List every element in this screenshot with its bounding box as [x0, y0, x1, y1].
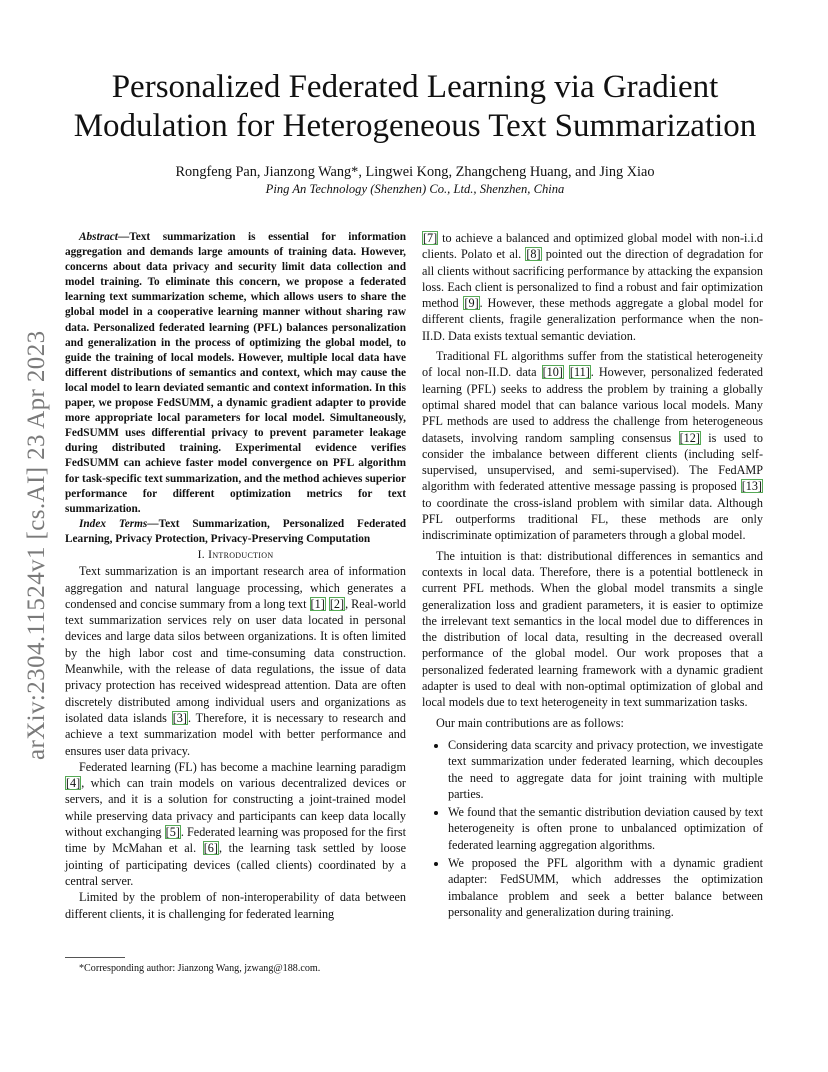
intro-paragraph-3: Limited by the problem of non-interoperability of data between different clients, it is challenging for federated learning: [65, 890, 406, 921]
text-run: Federated learning (FL) has become a machine learning paradigm: [79, 759, 406, 774]
citation-link[interactable]: [3]: [172, 710, 187, 725]
text-run: . However, personalized federated learning (PFL) seeks to address the problem by training a globally optimal shared model that can balance various local models. Many PFL methods are used to address the challenge from heterogeneous datasets, involving random sampling consensus: [422, 365, 764, 445]
text-run: is used to consider the imbalance between different clients (including self-supervised, unsupervised, and semi-supervised). The FedAMP algorithm with federated attentive message passing is proposed: [422, 430, 763, 494]
contribution-item: • We found that the semantic distribution deviation caused by text heterogeneity is often prone to unbalanced optimization of federated learning aggregation algorithms.: [448, 804, 763, 853]
intro-paragraph-5: [422, 348, 763, 544]
left-column: [65, 230, 406, 922]
citation-link[interactable]: [10]: [542, 365, 563, 380]
affiliation: Ping An Technology (Shenzhen) Co., Ltd., Shenzhen, China: [265, 182, 565, 196]
text-run: . Federated learning was proposed for the first time by McMahan et al.: [65, 825, 406, 856]
text-run: . Therefore, it is necessary to research and achieve a text summarization model with better performance and ensures user data privacy.: [65, 710, 406, 758]
text-run: . However, these methods aggregate a global model for different clients, fragile generalization performance when the non-II.D. Data exists textual semantic deviation.: [422, 296, 763, 343]
citation-link[interactable]: [9]: [464, 296, 479, 311]
abstract-text: —Text summarization is essential for information aggregation and demands large amounts of training data. However, concerns about data privacy and security limit data collection and model training. To eliminate this concern, we propose a federated learning text summarization scheme, which allows users to share the global model in a cooperative learning manner without sharing raw data. Personalized federated learning (PFL) balances personalization and generalization in the process of optimizing the global model, to guide the training of local models. However, multiple local data have different distributions of semantics and context, which may cause the local model to learn deviated semantic and context information. In this paper, we propose FedSUMM, a dynamic gradient adapter to provide more appropriate local parameters for local model. Simultaneously, FedSUMM uses differential privacy to prevent parameter leakage during distributed training. Experimental evidence verifies FedSUMM can achieve faster model convergence on PFL algorithm for task-specific text summarization, and the method achieves superior performance for different optimization metrics for text summarization.: [65, 231, 406, 515]
text-run: to coordinate the cross-island problem with similar data. Although PFL outperforms traditional FL, these methods are only indiscriminate optimization of parameters through a global model.: [422, 495, 763, 543]
text-run: Traditional FL algorithms suffer from the statistical heterogeneity of local non-II.D. data: [422, 349, 763, 380]
citation-link[interactable]: [5]: [165, 825, 180, 840]
citation-link[interactable]: [4]: [66, 776, 81, 791]
arxiv-identifier: arXiv:2304.11524v1 [cs.AI] 23 Apr 2023: [23, 330, 50, 760]
abstract-label: Abstract: [79, 231, 118, 243]
text-run: , Real-world text summarization services rely on user data located in personal devices and large data silos between organizations. It is often limited by the high labor cost and time-consuming data construction. Meanwhile, with the release of data regulations, the issue of data privacy protection has received widespread attention. Data are often discretely distributed among individual users and organizations as isolated data islands: [65, 596, 407, 725]
citation-link[interactable]: [11]: [569, 365, 590, 380]
text-run: Text summarization is an important research area of information aggregation and natural language processing, which generates a condensed and concise summary from a long text: [65, 564, 406, 611]
intro-paragraph-6: The intuition is that: distributional differences in semantics and contexts in local data. Therefore, there is a potential bottleneck in current PFL methods. When the global model transmits a single generalization loss and gradient parameters, it is easier to optimize the irrelevant text semantics in the local model due to differences in the distribution of local data, resulting in the decreased overall performance of the global model. Our work proposes that a personalized federated learning framework with a dynamic gradient adapter is used to deal with non-optimal optimization of global and local models due to text heterogeneity in text summarization tasks.: [422, 548, 763, 710]
arxiv-sidebar: [22, 280, 52, 780]
text-run: , which can train models on various decentralized devices or servers, and it is a solution for constructing a joint-trained model while preserving data privacy and participants can keep data locally without exchanging: [65, 776, 406, 840]
citation-link[interactable]: [2]: [329, 596, 345, 611]
section-number: I.: [197, 547, 209, 561]
text-run: , the learning task settled by loose jointing of participating devices (called clients) coordinated by a central server.: [65, 841, 406, 888]
author-list: Rongfeng Pan, Jianzong Wang*, Lingwei Kong, Zhangcheng Huang, and Jing Xiao: [175, 164, 655, 180]
index-terms-text: —Text Summarization, Personalized Federated Learning, Privacy Protection, Privacy-Preserving Computation: [65, 517, 406, 545]
intro-paragraph-2: [65, 759, 406, 889]
index-terms-label: Index Terms: [79, 517, 148, 530]
citation-link[interactable]: [12]: [679, 430, 700, 445]
corresponding-author-footnote: *Corresponding author: Jianzong Wang, jzwang@188.com.: [79, 963, 321, 974]
section-heading: [65, 547, 406, 563]
contribution-item: • We proposed the PFL algorithm with a dynamic gradient adapter: FedSUMM, which addresses the optimization imbalance problem and seek a better balance between personality and generalization during training.: [448, 855, 763, 920]
citation-link[interactable]: [1]: [310, 596, 325, 611]
citation-link[interactable]: [7]: [423, 231, 438, 245]
contributions-list: [422, 737, 763, 920]
contributions-intro: Our main contributions are as follows:: [436, 715, 624, 730]
index-terms: [65, 517, 406, 547]
right-column: [422, 230, 763, 922]
citation-link[interactable]: [6]: [203, 841, 218, 856]
citation-link[interactable]: [8]: [526, 247, 541, 262]
text-run: to achieve a balanced and optimized global model with non-i.i.d clients. Polato et al.: [422, 231, 763, 262]
footnote-rule: [65, 957, 125, 958]
contribution-item: • Considering data scarcity and privacy protection, we investigate text summarization under federated learning, which decouples the need to aggregate data for joint training with multiple parties.: [448, 737, 763, 802]
paper-title: Personalized Federated Learning via Gradient Modulation for Heterogeneous Text Summarization: [73, 69, 757, 144]
intro-paragraph-4: [422, 230, 763, 344]
section-title: Introduction: [208, 547, 274, 561]
abstract: [65, 230, 406, 517]
citation-link[interactable]: [13]: [741, 479, 762, 494]
text-run: pointed out the direction of degradation for all clients without sacrificing performance by attacking the expansion loss. Each client is personalized to find a robust and fair optimization method: [422, 247, 763, 311]
intro-paragraph-1: [65, 563, 406, 759]
